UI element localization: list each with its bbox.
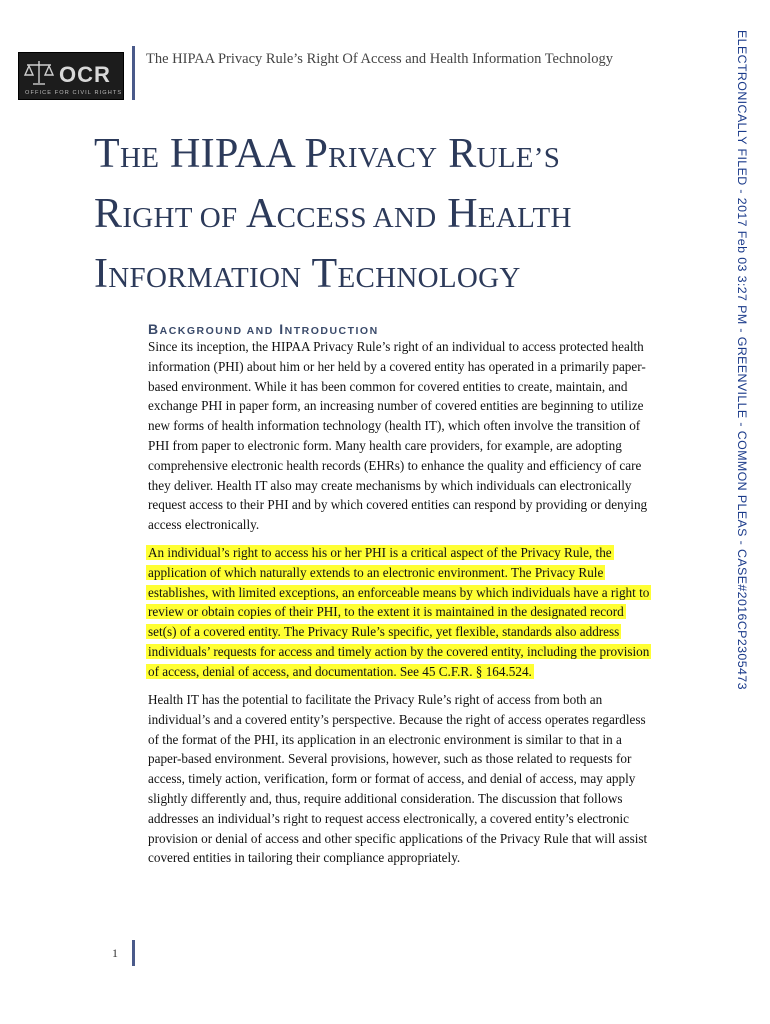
paragraph-line: exchange PHI in paper form, an increasing number of covered entities are beginning to utilize <box>148 398 644 414</box>
highlighted-line: individuals’ requests for access and timely action by the covered entity, including the provision <box>148 643 650 659</box>
paragraph-line: addresses an individual’s right to request access electronically, a covered entity’s electronic <box>148 810 630 826</box>
paragraph-line: access, timely action, verification, form or format of access, and denial of access, may apply <box>148 771 636 787</box>
paragraph-line: slightly differently and, thus, require additional consideration. The discussion that follows <box>148 790 623 806</box>
paragraph-line: Since its inception, the HIPAA Privacy Rule’s right of an individual to access protected health <box>148 339 644 354</box>
ocr-logo <box>18 52 124 100</box>
paragraph-line: information (PHI) about him or her held by a covered entity has operated in a primarily paper- <box>148 358 646 374</box>
paragraph-line: Health IT has the potential to facilitate the Privacy Rule’s right of access from both an <box>148 692 603 707</box>
highlighted-line: review or obtain copies of their PHI, to the extent it is maintained in the designated record <box>148 604 624 620</box>
title-line-2: RIGHT OF ACCESS AND HEALTH <box>94 191 572 237</box>
paragraph-2-highlighted <box>148 543 678 682</box>
paragraph-line: access electronically. <box>148 517 260 533</box>
highlighted-line: of access, denial of access, and documentation. See 45 C.F.R. § 164.524. <box>148 663 532 679</box>
highlighted-line: An individual’s right to access his or her PHI is a critical aspect of the Privacy Rule, the <box>148 545 612 560</box>
paragraph-line: request access to their PHI and by which covered entities can respond by providing or denying <box>148 497 648 513</box>
header-rule <box>132 46 135 100</box>
paragraph-line: based environment. While it has been common for covered entities to create, maintain, and <box>148 378 628 394</box>
paragraph-line: comprehensive electronic health records (EHRs) to enhance the quality and efficiency of care <box>148 457 642 473</box>
highlighted-line: application of which naturally extends to an electronic environment. The Privacy Rule <box>148 564 604 580</box>
paragraph-line: provision or denial of access and other specific applications of the Privacy Rule that will assist <box>148 830 648 846</box>
paragraph-line: individual’s and a covered entity’s perspective. Because the right of access operates regardless <box>148 711 646 727</box>
highlighted-line: establishes, with limited exceptions, an enforceable means by which individuals have a right to <box>148 584 650 600</box>
section-heading-background: BACKGROUND AND INTRODUCTION <box>148 321 379 337</box>
title-line-1: THE HIPAA PRIVACY RULE’S <box>94 131 561 177</box>
paragraph-line: PHI from paper to electronic form. Many health care providers, for example, are adopting <box>148 437 622 453</box>
logo-subtitle: OFFICE FOR CIVIL RIGHTS <box>25 90 123 96</box>
highlighted-line: set(s) of a covered entity. The Privacy Rule’s specific, yet flexible, standards also address <box>148 624 620 640</box>
paragraph-line: of the format of the PHI, its application in an electronic environment is similar to that in a <box>148 731 622 747</box>
paragraph-line: covered entities in tailoring their compliance appropriately. <box>148 850 461 866</box>
ocr-logo-graphic <box>19 53 123 99</box>
page-number: 1 <box>112 946 118 960</box>
paragraph-3 <box>148 690 678 868</box>
running-header: The HIPAA Privacy Rule’s Right Of Access and Health Information Technology <box>146 51 613 67</box>
logo-text: OCR <box>59 62 111 87</box>
paragraph-line: paper-based environment. Several provisions, however, such as those related to requests for <box>148 751 632 767</box>
title-line-3: INFORMATION TECHNOLOGY <box>94 251 521 297</box>
electronic-filing-stamp: ELECTRONICALLY FILED - 2017 Feb 03 3:27 PM - GREENVILLE - COMMON PLEAS - CASE#2016CP2305473 <box>735 30 749 690</box>
footer-rule <box>132 940 135 966</box>
paragraph-line: new forms of health information technology (health IT), which often involve the transition of <box>148 418 641 434</box>
document-title <box>94 126 714 306</box>
paragraph-1 <box>148 337 678 535</box>
paragraph-line: they deliver. Health IT also may create mechanisms by which individuals can electronically <box>148 477 632 493</box>
